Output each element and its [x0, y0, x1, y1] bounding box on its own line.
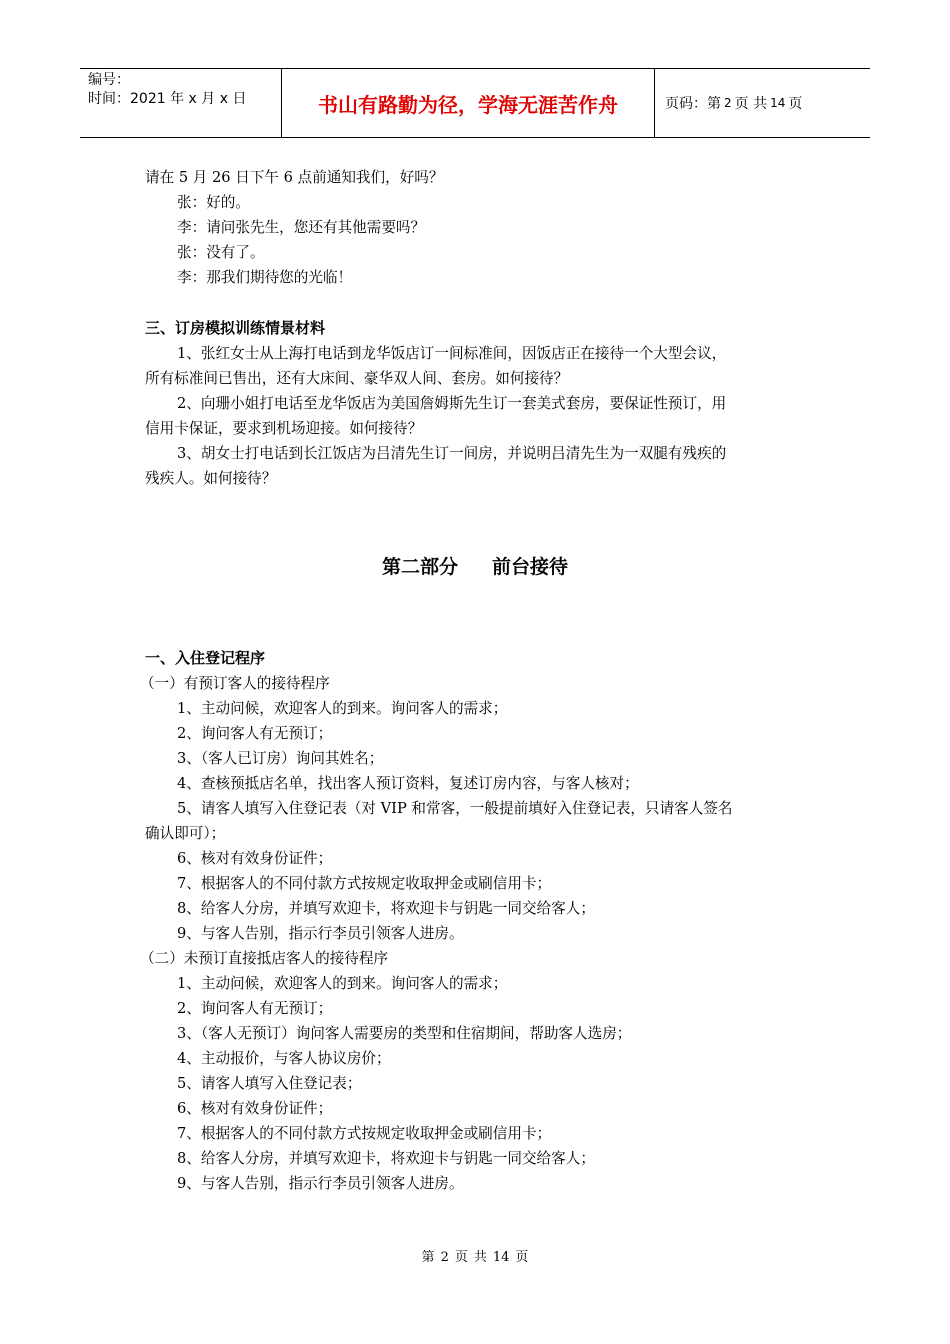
footer-text: 页: [454, 1250, 468, 1265]
page-suffix: 页: [788, 96, 803, 112]
step-line: 6、核对有效身份证件；: [177, 850, 333, 867]
step-line: 2、询问客人有无预订；: [177, 725, 333, 742]
step-line: 3、（客人已订房）询问其姓名；: [177, 750, 384, 767]
paragraph-line: 2、向珊小姐打电话至龙华饭店为美国詹姆斯先生订一套美式套房，要保证性预订，用: [177, 395, 727, 412]
dialogue-line: 张：好的。: [177, 194, 250, 211]
section-title: 三、订房模拟训练情景材料: [145, 319, 326, 337]
part-title-name: 前台接待: [492, 556, 569, 578]
footer-page-total: 14: [492, 1250, 510, 1265]
header-table: [80, 68, 870, 138]
dialogue-line: 请在 5 月 26 日下午 6 点前通知我们，好吗？: [145, 169, 444, 186]
spacer: [145, 290, 815, 316]
step-line: 1、主动问候，欢迎客人的到来。询问客人的需求；: [177, 975, 508, 992]
subsection-title: （二）未预订直接抵店客人的接待程序: [140, 950, 389, 967]
paragraph-line: 1、张红女士从上海打电话到龙华饭店订一间标准间，因饭店正在接待一个大型会议，: [177, 345, 727, 362]
part-title-number: 第二部分: [381, 556, 458, 578]
section-title: 一、入住登记程序: [145, 649, 266, 667]
subsection-title: （一）有预订客人的接待程序: [140, 675, 330, 692]
step-line: 7、根据客人的不同付款方式按规定收取押金或刷信用卡；: [177, 1125, 552, 1142]
footer-text: 共: [473, 1250, 487, 1265]
page-number-cell: [655, 69, 870, 137]
step-line: 8、给客人分房，并填写欢迎卡，将欢迎卡与钥匙一同交给客人；: [177, 1150, 595, 1167]
dialogue-line: 张：没有了。: [177, 244, 265, 261]
paragraph-line: 信用卡保证，要求到机场迎接。如何接待？: [145, 420, 423, 437]
step-line: 9、与客人告别，指示行李员引领客人进房。: [177, 1175, 464, 1192]
dialogue-line: 李：那我们期待您的光临！: [177, 269, 353, 286]
paragraph-line: 3、胡女士打电话到长江饭店为吕清先生订一间房，并说明吕清先生为一双腿有残疾的: [177, 445, 727, 462]
step-line: 4、主动报价，与客人协议房价；: [177, 1050, 391, 1067]
page-prefix: 页码：第: [665, 96, 721, 112]
paragraph-line: 所有标准间已售出，还有大床间、豪华双人间、套房。如何接待？: [145, 370, 569, 387]
page-footer: [0, 1246, 950, 1265]
step-line: 7、根据客人的不同付款方式按规定收取押金或刷信用卡；: [177, 875, 552, 892]
step-line: 9、与客人告别，指示行李员引领客人进房。: [177, 925, 464, 942]
footer-text: 页: [515, 1250, 529, 1265]
step-line: 4、查核预抵店名单，找出客人预订资料，复述订房内容，与客人核对；: [177, 775, 639, 792]
motto: 书山有路勤为径，学海无涯苦作舟: [318, 92, 618, 117]
step-line: 3、（客人无预订）询问客人需要房的类型和住宿期间，帮助客人选房；: [177, 1025, 632, 1042]
paragraph-line: 残疾人。如何接待？: [145, 470, 277, 487]
serial-label: 编号：: [88, 72, 130, 88]
time-label: 时间：2021 年 x 月 x 日: [88, 91, 247, 107]
page-current: 2: [724, 96, 732, 110]
header-meta-cell: [80, 69, 282, 137]
step-line: 5、请客人填写入住登记表；: [177, 1075, 362, 1092]
step-line: 2、询问客人有无预订；: [177, 1000, 333, 1017]
dialogue-line: 李：请问张先生，您还有其他需要吗？: [177, 219, 426, 236]
document-body: [140, 165, 815, 1196]
motto-cell: [282, 69, 655, 137]
step-line: 6、核对有效身份证件；: [177, 1100, 333, 1117]
page-mid: 页 共: [734, 96, 768, 112]
page-total: 14: [770, 96, 786, 110]
step-line: 1、主动问候，欢迎客人的到来。询问客人的需求；: [177, 700, 508, 717]
step-line: 确认即可）；: [145, 825, 226, 842]
part-title: [0, 552, 950, 579]
footer-page-current: 2: [440, 1250, 449, 1265]
step-line: 5、请客人填写入住登记表（对 VIP 和常客，一般提前填好入住登记表，只请客人签名: [177, 800, 733, 817]
footer-text: 第: [421, 1250, 435, 1265]
step-line: 8、给客人分房，并填写欢迎卡，将欢迎卡与钥匙一同交给客人；: [177, 900, 595, 917]
